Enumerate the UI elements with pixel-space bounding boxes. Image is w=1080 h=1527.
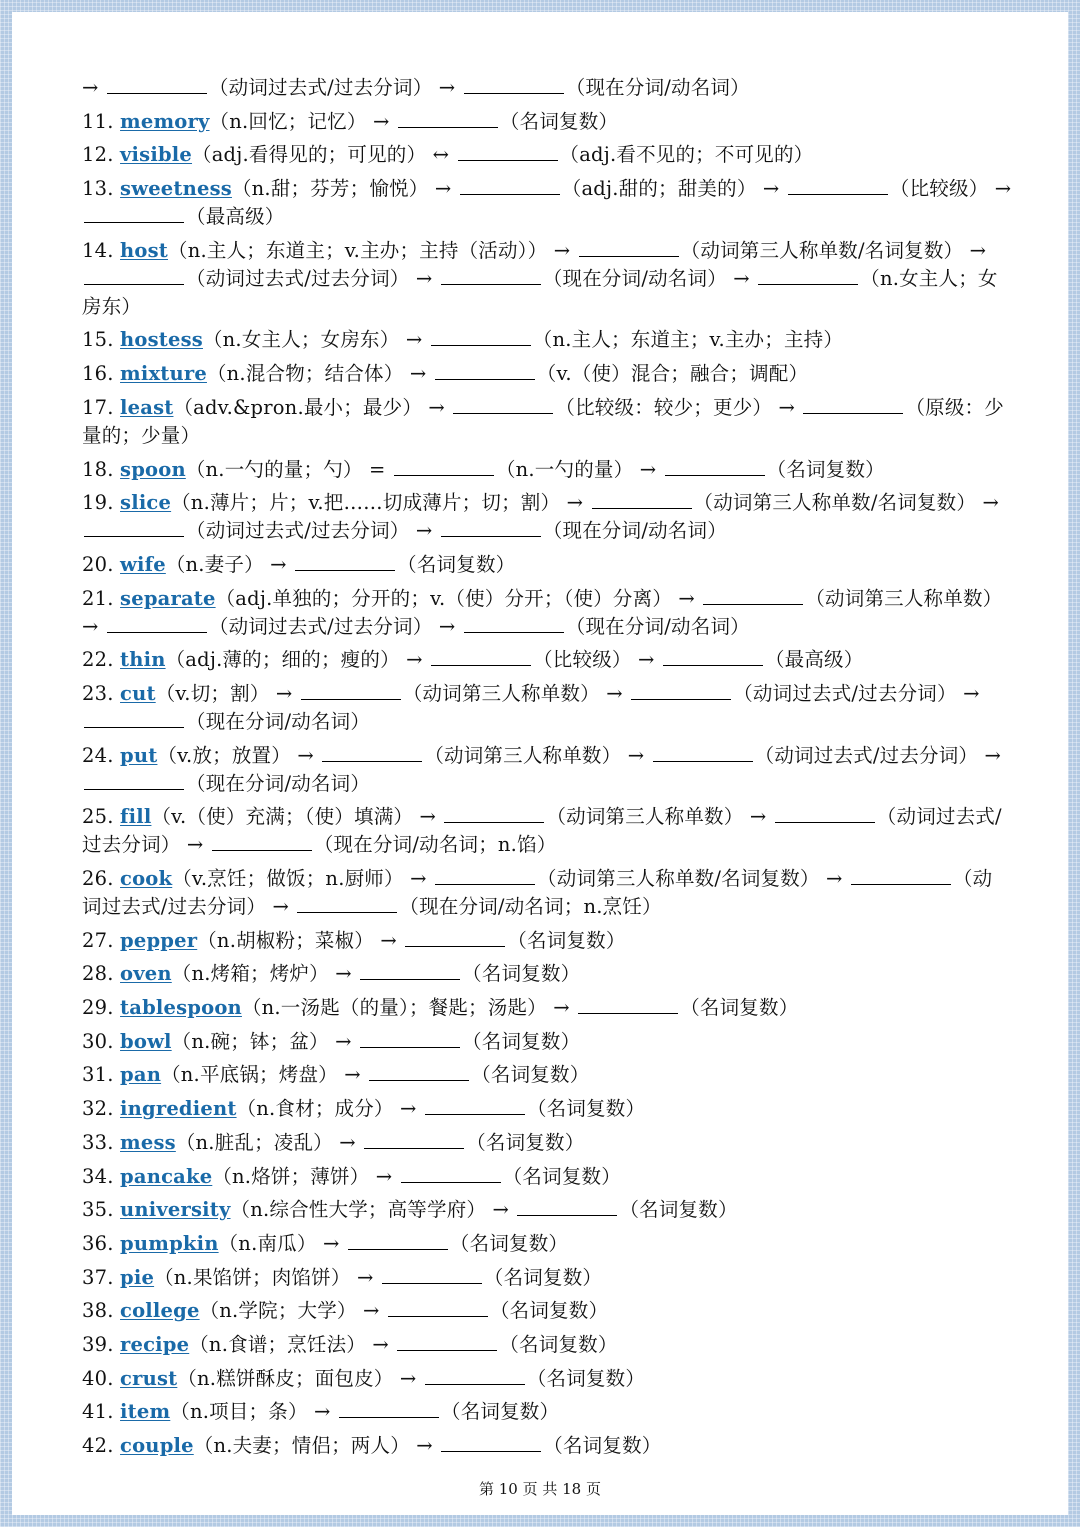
- answer-blank[interactable]: [401, 1164, 501, 1183]
- definition: （n.烤箱；烤炉） →: [171, 962, 352, 986]
- blank-lead: [843, 867, 849, 890]
- definition: （n.项目；条） →: [170, 1400, 331, 1424]
- answer-blank[interactable]: [107, 614, 207, 633]
- answer-blank[interactable]: [369, 1062, 469, 1081]
- headword: pan: [120, 1063, 162, 1087]
- entry-number: 11.: [82, 109, 114, 133]
- blank-lead: [203, 833, 209, 856]
- form-hint: （动词过去式/过去分词） →: [186, 519, 433, 543]
- form-hint: （现在分词/动名词）: [186, 709, 371, 733]
- definition: （adv.&pron.最小；最少） →: [173, 395, 445, 419]
- answer-blank[interactable]: [578, 995, 678, 1014]
- form-hint: （名词复数）: [397, 552, 516, 576]
- definition: （adj.看得见的；可见的） ↔: [192, 143, 450, 167]
- form-hint: （n.主人；东道主；v.主办；主持）: [532, 328, 844, 352]
- definition: （n.一勺的量；勺） =: [185, 457, 386, 481]
- definition: （n.平底锅；烤盘） →: [161, 1063, 361, 1087]
- blank-lead: [416, 1367, 422, 1390]
- vocab-entry: [82, 394, 1012, 450]
- answer-blank[interactable]: [295, 552, 395, 571]
- answer-blank[interactable]: [803, 395, 903, 414]
- form-hint: （名词复数）: [526, 1097, 646, 1121]
- blank-lead: [433, 1434, 439, 1457]
- form-hint: （名词复数）: [526, 1366, 646, 1390]
- blank-lead: [509, 1198, 515, 1221]
- vocab-entry: [82, 1432, 1012, 1460]
- blank-lead: [356, 1131, 362, 1154]
- headword: visible: [120, 143, 193, 167]
- definition: （v.（使）充满；（使）填满） →: [151, 805, 437, 829]
- definition: （v.放；放置） →: [157, 743, 314, 767]
- answer-blank[interactable]: [517, 1197, 617, 1216]
- entry-number: 17.: [82, 395, 114, 419]
- headword: wife: [120, 552, 166, 576]
- answer-blank[interactable]: [360, 961, 460, 980]
- entry-number: 28.: [82, 962, 114, 986]
- form-hint: （名词复数）: [462, 1029, 581, 1053]
- headword: tablespoon: [120, 996, 242, 1020]
- blank-lead: [436, 805, 442, 828]
- answer-blank[interactable]: [431, 647, 531, 666]
- form-hint: （比较级：较少；更少） →: [555, 395, 796, 419]
- form-hint: （动词第三人称单数） →: [402, 681, 623, 705]
- answer-blank[interactable]: [460, 176, 560, 195]
- headword: mess: [120, 1130, 176, 1154]
- blank-lead: [422, 328, 428, 351]
- blank-lead: [331, 1400, 337, 1423]
- headword: pumpkin: [120, 1231, 219, 1255]
- entry-number: 41.: [82, 1400, 114, 1424]
- form-hint: （名词复数）: [462, 962, 581, 986]
- vocab-entry: [82, 237, 1012, 321]
- definition: （n.女主人；女房东） →: [202, 328, 423, 352]
- definition: （n.食谱；烹饪法） →: [189, 1332, 389, 1356]
- form-hint: （动词第三人称单数/名词复数） →: [680, 238, 987, 262]
- blank-lead: [644, 744, 650, 767]
- entry-number: 37.: [82, 1265, 114, 1289]
- answer-blank[interactable]: [435, 361, 535, 380]
- answer-blank[interactable]: [758, 266, 858, 285]
- form-hint: （动词过去式/过去分词） →: [754, 743, 1002, 767]
- headword: spoon: [120, 457, 186, 481]
- form-hint: （名词复数）: [466, 1130, 585, 1154]
- form-hint: （名词复数）: [489, 1299, 609, 1323]
- entry-number: 21.: [82, 586, 114, 610]
- blank-lead: [389, 1333, 395, 1356]
- form-hint: （比较级） →: [889, 177, 1012, 201]
- form-hint: （动词第三人称单数） →: [424, 743, 645, 767]
- blank-lead: →: [82, 76, 105, 99]
- entry-number: 15.: [82, 328, 114, 352]
- headword: thin: [120, 648, 166, 672]
- blank-lead: [374, 1266, 380, 1289]
- vocab-entry: [82, 960, 1012, 988]
- worksheet-page: [12, 12, 1068, 1515]
- blank-lead: [390, 110, 396, 133]
- headword: cut: [120, 681, 156, 705]
- definition: （n.混合物；结合体） →: [206, 362, 427, 386]
- blank-lead: [570, 239, 576, 262]
- vocab-entry: [82, 680, 1012, 736]
- form-hint: （最高级）: [764, 648, 864, 672]
- definition: （adj.薄的；细的；瘦的） →: [165, 648, 423, 672]
- headword: least: [120, 395, 174, 419]
- entry-number: 36.: [82, 1231, 114, 1255]
- form-hint: （名词复数）: [680, 996, 799, 1020]
- definition: （n.一汤匙（的量）；餐匙；汤匙） →: [241, 996, 570, 1020]
- headword: separate: [120, 586, 216, 610]
- form-hint: （名词复数）: [483, 1265, 603, 1289]
- form-hint: （adj.甜的；甜美的） →: [561, 177, 780, 201]
- blank-lead: [352, 962, 358, 985]
- entry-number: 13.: [82, 177, 114, 201]
- definition: （n.回忆；记忆） →: [209, 109, 390, 133]
- vocab-entry: [82, 994, 1012, 1022]
- answer-blank[interactable]: [364, 1130, 464, 1149]
- vocab-entry: [82, 585, 1012, 641]
- vocabulary-list: [82, 74, 1012, 1466]
- definition: （n.薄片；片；v.把……切成薄片；切；割） →: [171, 491, 584, 515]
- headword: slice: [120, 491, 172, 515]
- vocab-entry: [82, 1163, 1012, 1191]
- vocab-entry: [82, 141, 1012, 169]
- headword: couple: [120, 1434, 194, 1457]
- blank-lead: [417, 1097, 423, 1120]
- blank-lead: [292, 682, 298, 705]
- answer-blank[interactable]: [425, 1096, 525, 1115]
- blank-lead: [380, 1299, 386, 1322]
- blank-lead: [289, 895, 295, 918]
- form-hint: （动词过去式/过去分词） →: [186, 266, 433, 290]
- page-footer: 第 10 页 共 18 页: [478, 1480, 601, 1498]
- headword: crust: [120, 1366, 178, 1390]
- form-hint: （现在分词/动名词）: [542, 519, 727, 543]
- blank-lead: [455, 76, 461, 99]
- entry-number: 25.: [82, 805, 114, 829]
- form-hint: （最高级）: [186, 205, 285, 229]
- answer-blank[interactable]: [297, 894, 397, 913]
- headword: recipe: [120, 1332, 190, 1356]
- vocab-entry: [82, 360, 1012, 388]
- headword: ingredient: [120, 1097, 237, 1121]
- vocab-entry: [82, 456, 1012, 484]
- headword: mixture: [120, 362, 207, 386]
- form-hint: （动词第三人称单数/名词复数） →: [537, 867, 843, 890]
- form-hint: （名词复数）: [507, 928, 626, 952]
- answer-blank[interactable]: [388, 1298, 488, 1317]
- blank-lead: [287, 553, 293, 576]
- answer-blank[interactable]: [84, 204, 184, 223]
- blank-lead: [432, 267, 438, 290]
- form-hint: （名词复数）: [502, 1164, 621, 1188]
- blank-lead: [695, 587, 701, 610]
- vocab-entry: [82, 646, 1012, 674]
- entry-number: 27.: [82, 928, 114, 952]
- vocab-entry: [82, 803, 1012, 859]
- entry-number: 35.: [82, 1198, 114, 1222]
- answer-blank[interactable]: [339, 1399, 439, 1418]
- headword: pie: [120, 1265, 155, 1289]
- vocab-entry: [82, 1196, 1012, 1224]
- answer-blank[interactable]: [425, 1366, 525, 1385]
- answer-blank[interactable]: [665, 457, 765, 476]
- form-hint: （名词复数）: [543, 1434, 662, 1457]
- headword: sweetness: [120, 177, 232, 201]
- vocab-entry: [82, 551, 1012, 579]
- headword: memory: [120, 109, 210, 133]
- answer-blank[interactable]: [441, 1433, 541, 1452]
- blank-lead: [451, 177, 457, 200]
- entry-number: 39.: [82, 1332, 114, 1356]
- form-hint: （现在分词/动名词；n.馅）: [313, 833, 557, 857]
- form-hint: （n.一勺的量） →: [495, 457, 657, 481]
- headword: pancake: [120, 1164, 213, 1188]
- headword: cook: [120, 867, 173, 890]
- vocab-entry: [82, 175, 1012, 231]
- headword: put: [120, 743, 158, 767]
- headword: pepper: [120, 928, 198, 952]
- entry-number: 23.: [82, 681, 114, 705]
- answer-blank[interactable]: [453, 395, 553, 414]
- headword: oven: [120, 962, 172, 986]
- form-hint: （现在分词/动名词；n.烹饪）: [399, 895, 662, 918]
- answer-blank[interactable]: [301, 681, 401, 700]
- entry-number: 33.: [82, 1130, 114, 1154]
- answer-blank[interactable]: [441, 266, 541, 285]
- blank-lead: [570, 996, 576, 1019]
- answer-blank[interactable]: [631, 681, 731, 700]
- entry-number: 20.: [82, 552, 114, 576]
- answer-blank[interactable]: [84, 266, 184, 285]
- headword: bowl: [120, 1029, 172, 1053]
- form-hint: （现在分词/动名词） →: [542, 266, 750, 290]
- blank-lead: [750, 267, 756, 290]
- headword: item: [120, 1400, 171, 1424]
- blank-lead: [426, 362, 432, 385]
- answer-blank[interactable]: [464, 75, 564, 94]
- blank-lead: [455, 615, 461, 638]
- answer-blank[interactable]: [397, 1332, 497, 1351]
- entry-number: 34.: [82, 1164, 114, 1188]
- answer-blank[interactable]: [444, 804, 544, 823]
- form-hint: （名词复数）: [441, 1400, 560, 1424]
- blank-lead: [392, 1165, 398, 1188]
- definition: （n.果馅饼；肉馅饼） →: [154, 1265, 374, 1289]
- vocab-entry: [82, 1297, 1012, 1325]
- form-hint: （现在分词/动名词）: [565, 614, 750, 638]
- form-hint: （原级：少量的；少量）: [82, 395, 1004, 447]
- form-hint: （动词过去式/过去分词） →: [208, 76, 456, 99]
- form-hint: （adj.看不见的；不可见的）: [559, 143, 814, 167]
- form-hint: （名词复数）: [499, 1332, 618, 1356]
- blank-lead: [352, 1030, 358, 1053]
- blank-lead: [423, 648, 429, 671]
- blank-lead: [779, 177, 785, 200]
- entry-number: 12.: [82, 143, 114, 167]
- vocab-entry: [82, 1028, 1012, 1056]
- form-hint: （动词过去式/过去分词） →: [208, 614, 456, 638]
- entry-number: 19.: [82, 491, 114, 515]
- definition: （n.夫妻；情侣；两人） →: [193, 1434, 433, 1457]
- blank-lead: [583, 491, 589, 514]
- blank-lead: [449, 143, 455, 166]
- answer-blank[interactable]: [360, 1029, 460, 1048]
- entry-number: 26.: [82, 867, 114, 890]
- entry-number: 38.: [82, 1299, 114, 1323]
- vocab-entry: [82, 865, 1012, 921]
- answer-blank[interactable]: [579, 238, 679, 257]
- answer-blank[interactable]: [592, 490, 692, 509]
- definition: （n.糕饼酥皮；面包皮） →: [177, 1366, 417, 1390]
- answer-blank[interactable]: [107, 75, 207, 94]
- answer-blank[interactable]: [405, 928, 505, 947]
- vocab-entry: [82, 1331, 1012, 1359]
- definition: （v.切；割） →: [155, 681, 293, 705]
- blank-lead: [432, 519, 438, 542]
- answer-blank[interactable]: [441, 518, 541, 537]
- blank-lead: [361, 1063, 367, 1086]
- definition: （n.碗；钵；盆） →: [171, 1029, 352, 1053]
- entry-number: 24.: [82, 743, 114, 767]
- form-hint: （名词复数）: [499, 109, 619, 133]
- answer-blank[interactable]: [212, 832, 312, 851]
- form-hint: （名词复数）: [471, 1063, 590, 1087]
- answer-blank[interactable]: [851, 866, 951, 885]
- vocab-entry: [82, 1095, 1012, 1123]
- answer-blank[interactable]: [663, 647, 763, 666]
- vocab-entry: [82, 1230, 1012, 1258]
- vocab-entry: [82, 1061, 1012, 1089]
- answer-blank[interactable]: [322, 743, 422, 762]
- entry-number: 32.: [82, 1097, 114, 1121]
- blank-lead: [656, 458, 662, 481]
- blank-lead: [445, 396, 451, 419]
- form-hint: （现在分词/动名词）: [565, 76, 750, 99]
- form-hint: （动词第三人称单数） →: [82, 586, 1003, 638]
- answer-blank[interactable]: [84, 771, 184, 790]
- entry-number: 18.: [82, 457, 114, 481]
- definition: （n.脏乱；凌乱） →: [175, 1130, 356, 1154]
- answer-blank[interactable]: [464, 614, 564, 633]
- vocab-entry: [82, 927, 1012, 955]
- answer-blank[interactable]: [703, 586, 803, 605]
- answer-blank[interactable]: [458, 142, 558, 161]
- blank-lead: [314, 744, 320, 767]
- headword: fill: [120, 805, 152, 829]
- blank-lead: [99, 615, 105, 638]
- vocab-entry: [82, 742, 1012, 798]
- headword: college: [120, 1299, 200, 1323]
- form-hint: （名词复数）: [449, 1231, 569, 1255]
- blank-lead: [340, 1232, 346, 1255]
- definition: （adj.单独的；分开的；v.（使）分开；（使）分离） →: [215, 586, 695, 610]
- entry-number: 22.: [82, 648, 114, 672]
- form-hint: （动词第三人称单数） →: [546, 805, 767, 829]
- blank-lead: [623, 682, 629, 705]
- vocab-entry: [82, 326, 1012, 354]
- entry-number: 40.: [82, 1366, 114, 1390]
- definition: （v.烹饪；做饭；n.厨师） →: [172, 867, 427, 890]
- answer-blank[interactable]: [348, 1231, 448, 1250]
- entry-number: 42.: [82, 1434, 114, 1457]
- blank-lead: [386, 458, 392, 481]
- form-hint: （动词过去式/过去分词） →: [82, 805, 1002, 857]
- answer-blank[interactable]: [431, 327, 531, 346]
- blank-lead: [427, 867, 433, 890]
- headword: university: [120, 1198, 231, 1222]
- form-hint: （比较级） →: [533, 648, 655, 672]
- definition: （n.学院；大学） →: [199, 1299, 380, 1323]
- definition: （n.综合性大学；高等学府） →: [230, 1198, 510, 1222]
- blank-lead: [795, 396, 801, 419]
- form-hint: （动词过去式/过去分词） →: [82, 867, 993, 918]
- form-hint: （现在分词/动名词）: [186, 771, 371, 795]
- form-hint: （v.（使）混合；融合；调配）: [536, 362, 809, 386]
- definition: （n.胡椒粉；菜椒） →: [197, 928, 397, 952]
- vocab-entry: [82, 1365, 1012, 1393]
- definition: （n.南瓜） →: [218, 1231, 340, 1255]
- entry-number: 16.: [82, 362, 114, 386]
- vocab-entry: [82, 1129, 1012, 1157]
- answer-blank[interactable]: [435, 866, 535, 885]
- definition: （n.食材；成分） →: [236, 1097, 417, 1121]
- entry-number: 14.: [82, 238, 114, 262]
- blank-lead: [397, 929, 403, 952]
- definition: （n.烙饼；薄饼） →: [212, 1164, 393, 1188]
- entry-number: 30.: [82, 1029, 114, 1053]
- form-hint: （动词第三人称单数/名词复数） →: [693, 491, 1000, 515]
- vocab-entry: [82, 1398, 1012, 1426]
- answer-blank[interactable]: [84, 709, 184, 728]
- form-hint: （动词过去式/过去分词） →: [733, 681, 980, 705]
- answer-blank[interactable]: [788, 176, 888, 195]
- form-hint: （n.女主人；女房东）: [82, 266, 998, 318]
- headword: hostess: [120, 328, 203, 352]
- answer-blank[interactable]: [84, 518, 184, 537]
- vocab-entry: [82, 489, 1012, 545]
- definition: （n.主人；东道主；v.主办；主持（活动）） →: [168, 238, 571, 262]
- answer-blank[interactable]: [653, 743, 753, 762]
- vocab-entry: [82, 108, 1012, 136]
- entry-number: 29.: [82, 996, 114, 1020]
- definition: （n.甜；芬芳；愉悦） →: [231, 177, 452, 201]
- answer-blank[interactable]: [775, 804, 875, 823]
- vocab-entry: [82, 74, 1012, 102]
- blank-lead: [655, 648, 661, 671]
- definition: （n.妻子） →: [165, 552, 287, 576]
- form-hint: （名词复数）: [766, 457, 885, 481]
- answer-blank[interactable]: [394, 457, 494, 476]
- entry-number: 31.: [82, 1063, 114, 1087]
- vocab-entry: [82, 1264, 1012, 1292]
- headword: host: [120, 238, 169, 262]
- answer-blank[interactable]: [382, 1265, 482, 1284]
- answer-blank[interactable]: [398, 109, 498, 128]
- blank-lead: [766, 805, 772, 828]
- form-hint: （名词复数）: [619, 1198, 738, 1222]
